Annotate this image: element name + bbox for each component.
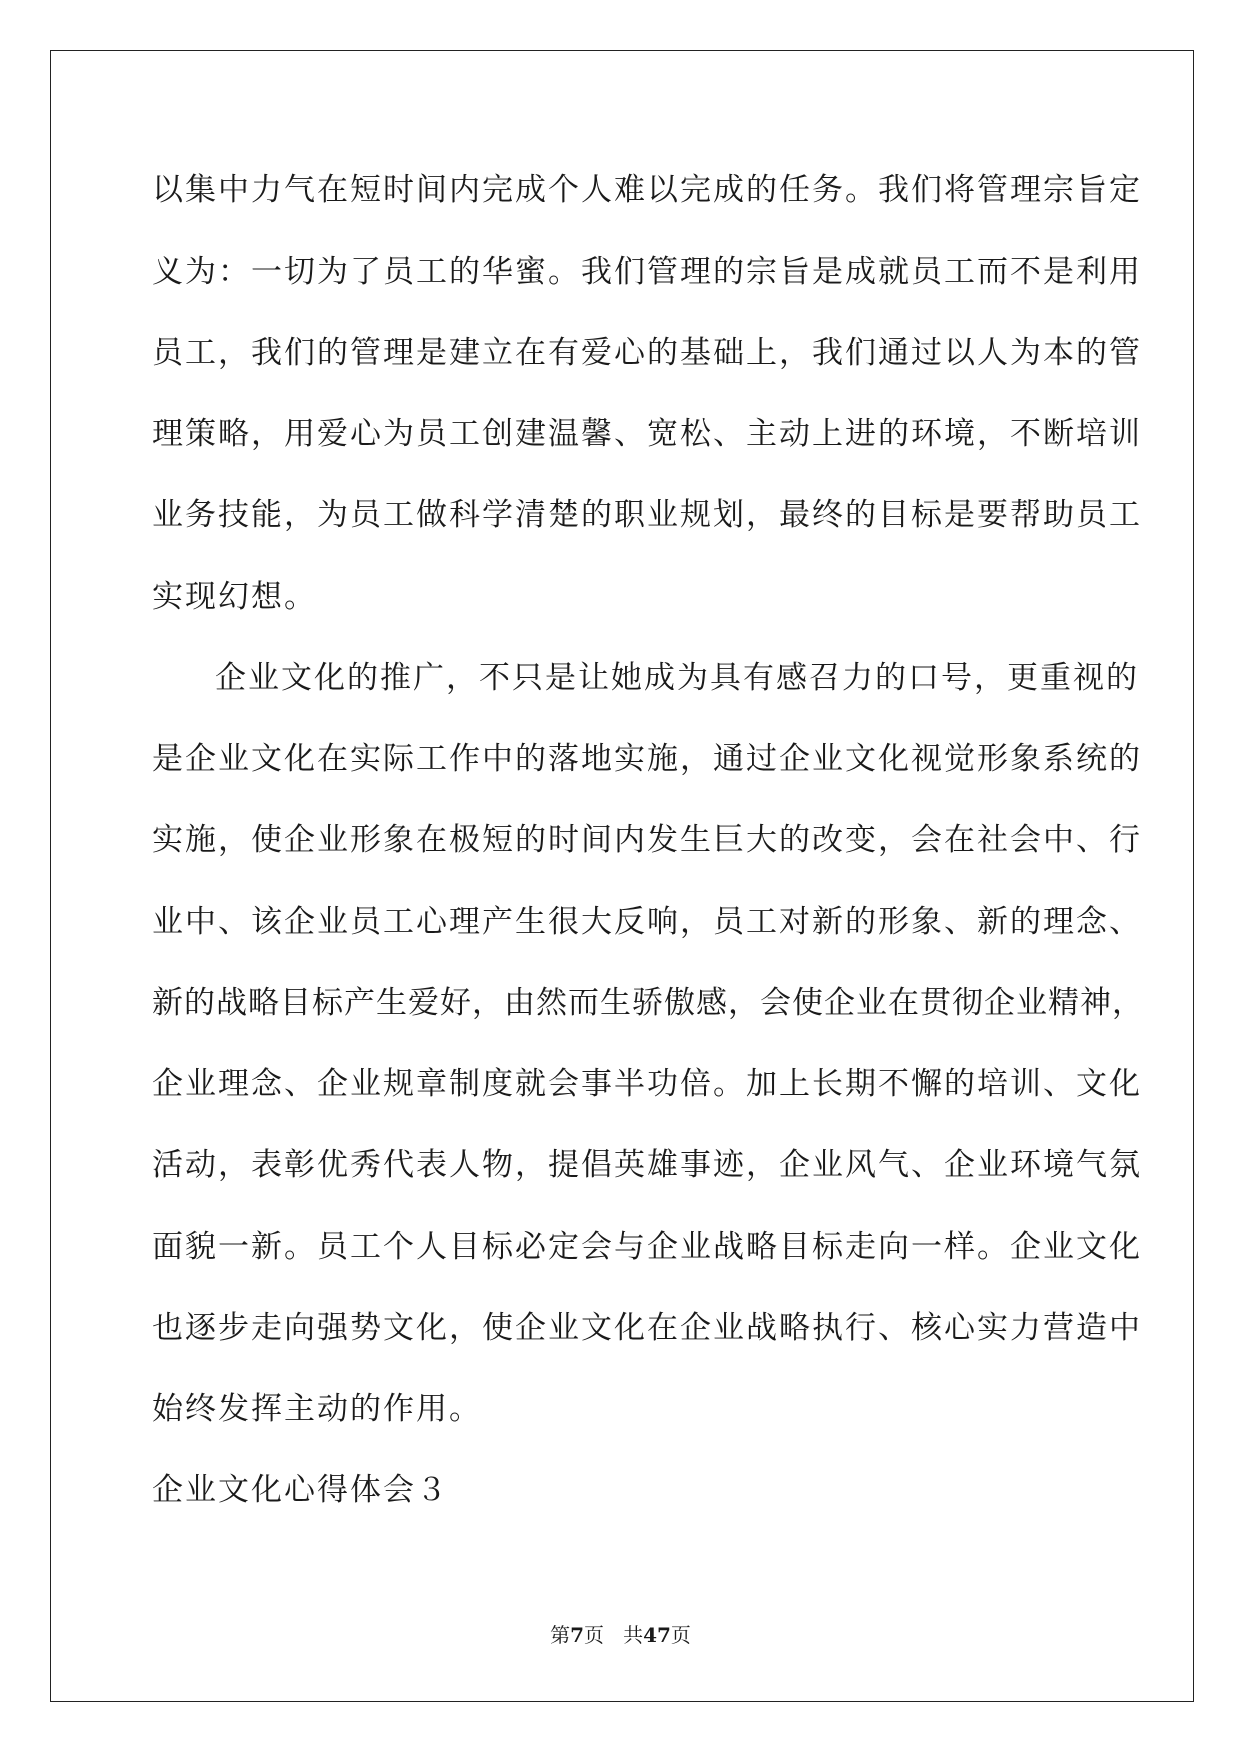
paragraph-1-line-1: 以集中力气在短时间内完成个人难以完成的任务。我们将管理宗旨定	[152, 172, 1142, 208]
paragraph-1-line-2: 义为：一切为了员工的华蜜。我们管理的宗旨是成就员工而不是利用	[152, 254, 1142, 290]
paragraph-2-line-2: 是企业文化在实际工作中的落地实施，通过企业文化视觉形象系统的	[152, 741, 1142, 777]
section-heading: 企业文化心得体会３	[152, 1472, 449, 1508]
paragraph-2-line-4: 业中、该企业员工心理产生很大反响，员工对新的形象、新的理念、	[152, 904, 1142, 940]
paragraph-2-line-3: 实施，使企业形象在极短的时间内发生巨大的改变，会在社会中、行	[152, 822, 1142, 858]
page-border	[50, 50, 1194, 1702]
paragraph-2-line-1: 企业文化的推广，不只是让她成为具有感召力的口号，更重视的	[215, 660, 1139, 696]
page-number: 7	[570, 1623, 584, 1647]
total-prefix: 共	[623, 1623, 644, 1647]
paragraph-2-line-8: 面貌一新。员工个人目标必定会与企业战略目标走向一样。企业文化	[152, 1229, 1142, 1265]
paragraph-2-line-10: 始终发挥主动的作用。	[152, 1391, 482, 1427]
page-suffix: 页	[584, 1623, 604, 1647]
page-footer	[0, 1622, 1241, 1648]
page-prefix: 第	[550, 1623, 571, 1647]
paragraph-1-line-5: 业务技能，为员工做科学清楚的职业规划，最终的目标是要帮助员工	[152, 497, 1142, 533]
total-suffix: 页	[670, 1623, 691, 1647]
paragraph-2-line-6: 企业理念、企业规章制度就会事半功倍。加上长期不懈的培训、文化	[152, 1066, 1142, 1102]
paragraph-1-line-6: 实现幻想。	[152, 579, 317, 615]
paragraph-1-line-3: 员工，我们的管理是建立在有爱心的基础上，我们通过以人为本的管	[152, 335, 1142, 371]
paragraph-2-line-7: 活动，表彰优秀代表人物，提倡英雄事迹，企业风气、企业环境气氛	[152, 1147, 1142, 1183]
paragraph-1-line-4: 理策略，用爱心为员工创建温馨、宽松、主动上进的环境，不断培训	[152, 416, 1142, 452]
paragraph-2-line-5: 新的战略目标产生爱好，由然而生骄傲感，会使企业在贯彻企业精神，	[152, 985, 1144, 1021]
total-pages: 47	[643, 1623, 671, 1647]
paragraph-2-line-9: 也逐步走向强势文化，使企业文化在企业战略执行、核心实力营造中	[152, 1310, 1142, 1346]
